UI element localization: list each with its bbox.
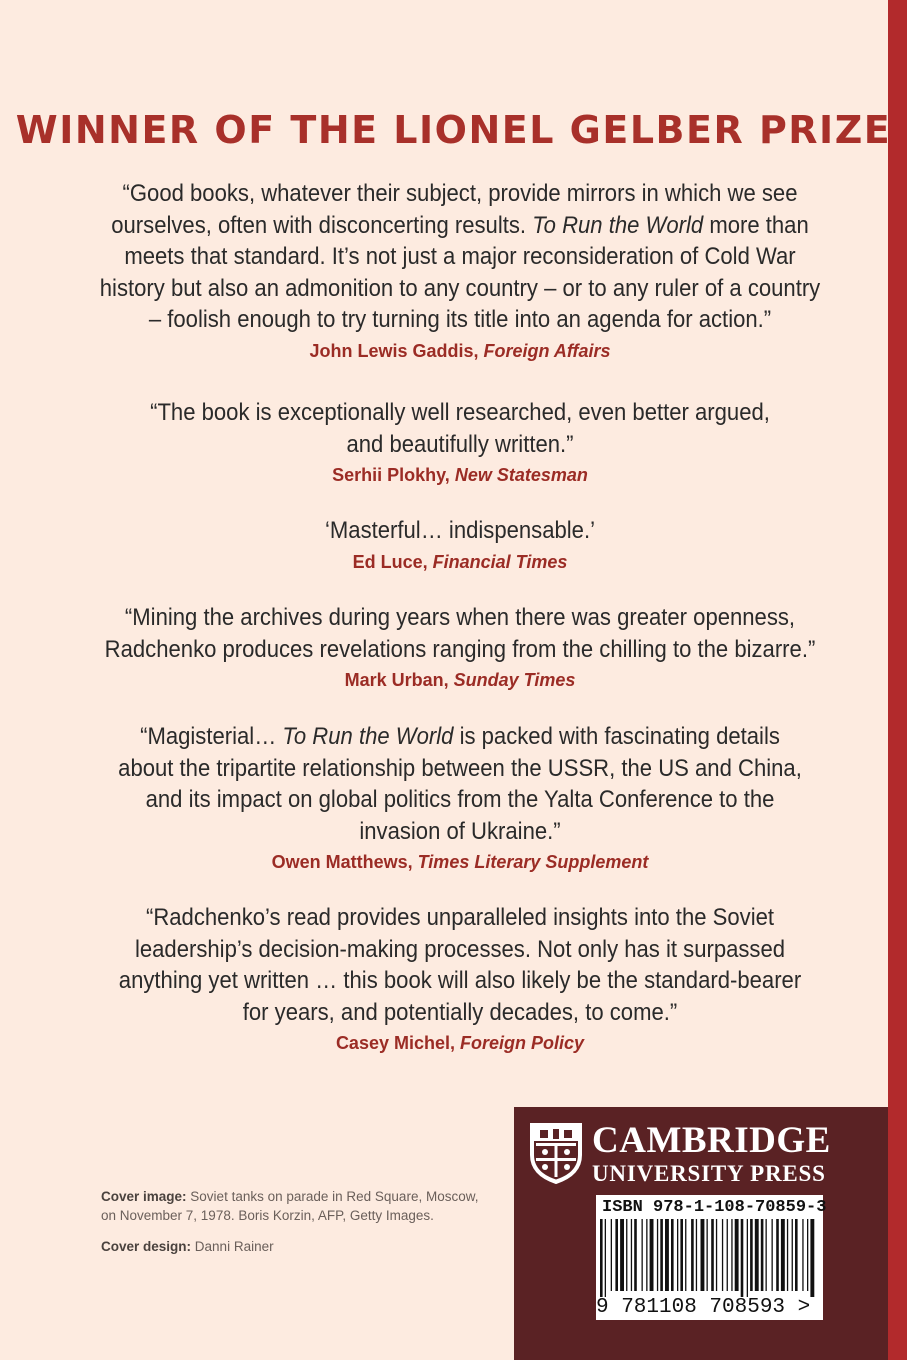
barcode-bar xyxy=(747,1219,748,1297)
barcode-bar xyxy=(600,1219,603,1297)
publisher-panel xyxy=(514,1107,888,1360)
quote-line: for years, and potentially decades, to come.” xyxy=(242,998,678,1026)
barcode-bar xyxy=(671,1219,674,1291)
barcode-bar xyxy=(761,1219,764,1291)
barcode-bar xyxy=(731,1219,732,1291)
isbn-barcode xyxy=(596,1195,827,1320)
barcode-bar xyxy=(711,1219,714,1291)
quote-author: Casey Michel, xyxy=(335,1033,455,1053)
barcode-bar xyxy=(795,1219,798,1291)
barcode-bar xyxy=(807,1219,808,1291)
quote-outlet: New Statesman xyxy=(454,465,588,485)
cover-design-credit: Cover design: Danni Rainer xyxy=(101,1239,274,1254)
barcode-bars xyxy=(598,1219,821,1297)
quote-line: anything yet written … this book will also likely be the standard-bearer xyxy=(118,967,802,994)
barcode-digits: 9 781108 708593 > xyxy=(596,1296,811,1319)
barcode-bar xyxy=(611,1219,612,1291)
book-title: To Run the World xyxy=(282,723,454,750)
quote-line: invasion of Ukraine.” xyxy=(359,817,561,845)
cover-image-credit: Cover image: Soviet tanks on parade in Red Square, Moscow, on November 7, 1978. Boris Korzin, AFP, Getty Images. xyxy=(101,1189,479,1223)
barcode-bar xyxy=(735,1219,739,1291)
barcode-bar xyxy=(772,1219,773,1291)
barcode-bar xyxy=(605,1219,606,1297)
quote-line: “Good books, whatever their subject, provide mirrors in which we see xyxy=(122,180,798,207)
quote-line: meets that standard. It’s not just a major reconsideration of Cold War xyxy=(124,243,796,270)
quote-line: – foolish enough to try turning its title into an agenda for action.” xyxy=(148,306,772,333)
quote-block-1 xyxy=(60,178,860,364)
quote-line: leadership’s decision-making processes. Not only has it surpassed xyxy=(134,935,786,963)
cover-credits xyxy=(101,1187,481,1268)
quote-line: Radchenko produces revelations ranging from the chilling to the bizarre.” xyxy=(104,635,816,663)
quote-outlet: Sunday Times xyxy=(453,670,576,690)
quote-text xyxy=(92,515,828,547)
quote-block-4 xyxy=(60,602,860,693)
quote-outlet: Foreign Policy xyxy=(460,1033,585,1053)
barcode-bar xyxy=(680,1219,683,1291)
quote-line: about the tripartite relationship between the USSR, the US and China, xyxy=(118,754,802,782)
barcode-bar xyxy=(626,1219,627,1291)
quote-line: “The book is exceptionally well researched, even better argued, xyxy=(150,399,770,426)
barcode-bar xyxy=(787,1219,788,1291)
barcode-bar xyxy=(792,1219,793,1291)
quote-outlet: Times Literary Supplement xyxy=(417,852,649,872)
quote-outlet: Foreign Affairs xyxy=(483,340,611,361)
barcode-bar xyxy=(650,1219,654,1291)
quote-text xyxy=(92,602,828,665)
spine-edge xyxy=(888,0,907,1360)
quote-line: “Magisterial… To Run the World is packed with fascinating details xyxy=(140,723,780,750)
quote-block-3 xyxy=(60,515,860,575)
barcode-bar xyxy=(750,1219,753,1291)
quote-block-6 xyxy=(60,902,860,1056)
barcode-bar xyxy=(755,1219,759,1291)
quote-author: Ed Luce, xyxy=(352,551,428,572)
quote-attribution xyxy=(60,667,860,693)
barcode-bar xyxy=(716,1219,717,1291)
quote-line: and its impact on global politics from the Yalta Conference to the xyxy=(145,786,775,813)
quote-author: Serhii Plokhy, xyxy=(332,465,450,485)
barcode-bar xyxy=(741,1219,744,1297)
barcode-bar xyxy=(615,1219,618,1291)
barcode-bar xyxy=(691,1219,694,1291)
barcode-bar xyxy=(677,1219,678,1291)
quote-line: ourselves, often with disconcerting results. To Run the World more than xyxy=(111,211,809,239)
quote-attribution xyxy=(60,849,860,875)
quote-line: and beautifully written.” xyxy=(346,430,574,458)
publisher-name-line1: CAMBRIDGE xyxy=(592,1120,831,1161)
quote-text xyxy=(92,902,828,1028)
quote-author: John Lewis Gaddis, xyxy=(309,340,479,361)
quote-author: Mark Urban, xyxy=(344,670,449,690)
publisher-name xyxy=(592,1120,831,1189)
quote-attribution xyxy=(60,549,860,575)
barcode-bar xyxy=(727,1219,728,1291)
barcode-bar xyxy=(620,1219,624,1291)
book-title: To Run the World xyxy=(532,211,704,239)
barcode-bar xyxy=(696,1219,697,1291)
quote-block-2 xyxy=(60,397,860,488)
quote-line: “Mining the archives during years when there was greater openness, xyxy=(124,604,796,631)
quote-text xyxy=(92,397,828,460)
barcode-bar xyxy=(685,1219,686,1291)
barcode-bar xyxy=(781,1219,785,1291)
prize-headline: WINNER OF THE LIONEL GELBER PRIZE xyxy=(15,108,892,152)
quote-block-5 xyxy=(60,721,860,875)
barcode-bar xyxy=(631,1219,632,1291)
quote-author: Owen Matthews, xyxy=(271,852,413,872)
publisher-name-line2: UNIVERSITY PRESS xyxy=(592,1161,826,1186)
barcode-bar xyxy=(707,1219,708,1291)
quote-attribution xyxy=(60,1030,860,1056)
barcode-bar xyxy=(722,1219,723,1291)
barcode-bar xyxy=(646,1219,647,1291)
quote-line: “Radchenko’s read provides unparalleled insights into the Soviet xyxy=(145,904,775,931)
barcode-bar xyxy=(660,1219,663,1291)
isbn-label: ISBN 978-1-108-70859-3 xyxy=(602,1198,827,1217)
barcode-bar xyxy=(634,1219,637,1291)
barcode-bar xyxy=(802,1219,803,1291)
quote-attribution xyxy=(60,462,860,488)
quote-text xyxy=(92,721,828,847)
barcode-bar xyxy=(810,1219,814,1297)
barcode-bar xyxy=(776,1219,779,1291)
quote-attribution xyxy=(60,338,860,364)
quote-text xyxy=(92,178,828,336)
barcode-bar xyxy=(766,1219,767,1291)
quote-line: history but also an admonition to any country – or to any ruler of a country xyxy=(99,274,821,302)
barcode-bar xyxy=(665,1219,669,1291)
cambridge-shield-icon xyxy=(528,1121,584,1185)
quote-outlet: Financial Times xyxy=(432,551,568,572)
barcode-bar xyxy=(657,1219,658,1291)
barcode-bar xyxy=(701,1219,705,1291)
barcode-bar xyxy=(642,1219,643,1291)
quote-line: ‘Masterful… indispensable.’ xyxy=(324,517,595,544)
